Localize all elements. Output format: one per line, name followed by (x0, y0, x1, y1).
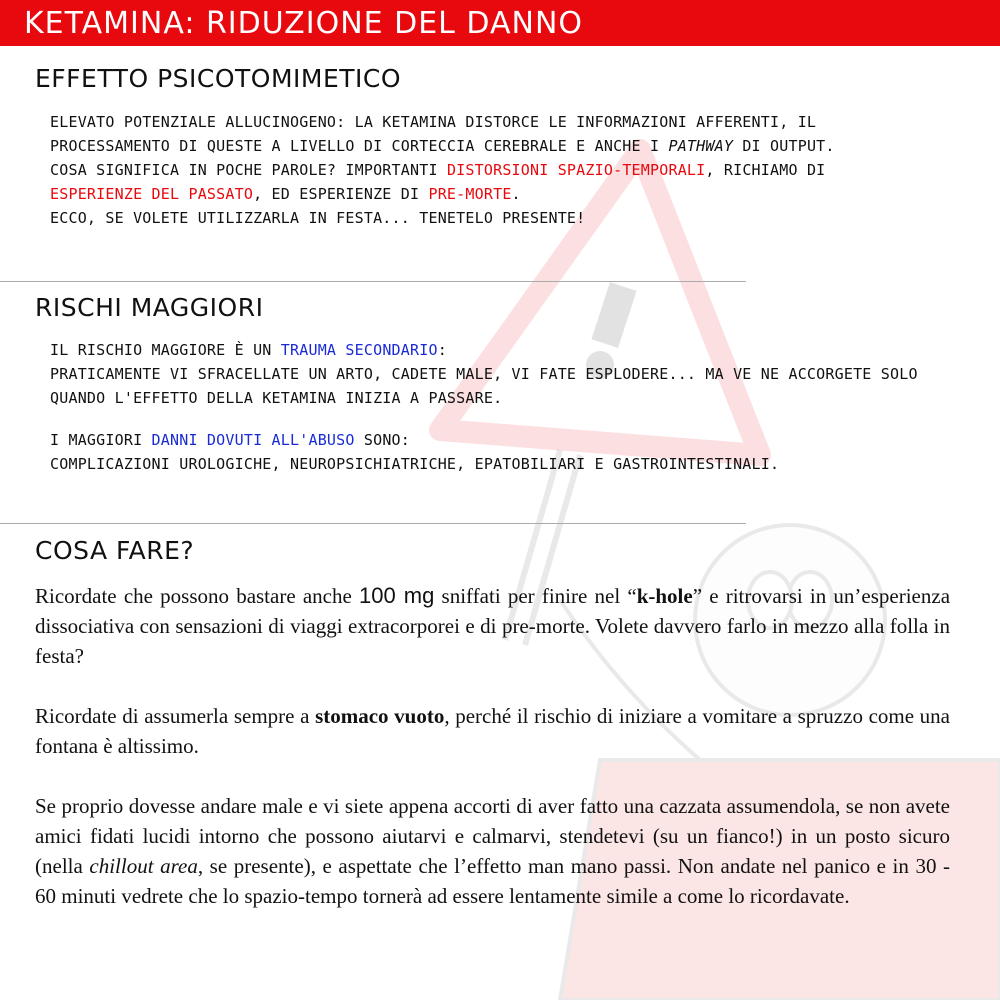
section-heading-cosa-fare: COSA FARE? (35, 536, 195, 565)
section-divider (0, 523, 746, 524)
section-divider (0, 281, 746, 282)
cosa-fare-paragraph-3: Se proprio dovesse andare male e vi siete appena accorti di aver fatto una cazzata assumendola, se non avete amici fidati lucidi intorno che possono aiutarvi e calmarvi, stendetevi (su un fianco!) in un posto sicuro (nella chillout area, se presente), e aspettate che l’effetto man mano passi. Non andate nel panico e in 30 - 60 minuti vedrete che lo spazio-tempo tornerà ad essere lentamente simile a come lo ricordavate. (35, 794, 951, 908)
highlight-trauma-secondario: TRAUMA SECONDARIO (280, 341, 438, 359)
section-heading-effetto: EFFETTO PSICOTOMIMETICO (35, 64, 402, 93)
dose-amount: 100 mg (359, 583, 435, 608)
highlight-esperienze-passato: ESPERIENZE DEL PASSATO (50, 185, 254, 203)
effetto-paragraph-1: ELEVATO POTENZIALE ALLUCINOGENO: LA KETAMINA DISTORCE LE INFORMAZIONI AFFERENTI, IL PROCESSAMENTO DI QUESTE A LIVELLO DI CORTECCIA CEREBRALE E ANCHE I PATHWAY DI OUTPUT. (50, 113, 835, 155)
effetto-paragraph-3: ECCO, SE VOLETE UTILIZZARLA IN FESTA... TENETELO PRESENTE! (50, 209, 586, 227)
rischi-paragraph-3: I MAGGIORI DANNI DOVUTI ALL'ABUSO SONO: (50, 431, 411, 449)
page-title: KETAMINA: RIDUZIONE DEL DANNO (24, 6, 584, 41)
cosa-fare-paragraph-1: Ricordate che possono bastare anche 100 mg sniffati per finire nel “k-hole” e ritrovarsi in un’esperienza dissociativa con sensazioni di viaggi extracorporei e di pre-morte. Volete davvero farlo in mezzo alla folla in festa? (35, 583, 951, 668)
effetto-paragraph-2: COSA SIGNIFICA IN POCHE PAROLE? IMPORTANTI DISTORSIONI SPAZIO-TEMPORALI, RICHIAMO DI ESPERIENZE DEL PASSATO, ED ESPERIENZE DI PRE-MORTE. (50, 161, 826, 203)
spacer (35, 671, 950, 701)
rischi-paragraph-4: COMPLICAZIONI UROLOGICHE, NEUROPSICHIATRICHE, EPATOBILIARI E GASTROINTESTINALI. (50, 455, 780, 473)
stomaco-vuoto-term: stomaco vuoto (315, 704, 445, 728)
section-rischi-body (50, 338, 930, 476)
chillout-area-term: chillout area (89, 854, 198, 878)
rischi-paragraph-1: IL RISCHIO MAGGIORE È UN TRAUMA SECONDARIO: (50, 341, 447, 359)
k-hole-term: k-hole (636, 584, 693, 608)
spacer (35, 761, 950, 791)
highlight-pre-morte: PRE-MORTE (428, 185, 512, 203)
title-banner (0, 0, 1000, 46)
section-cosa-fare-body (35, 581, 950, 911)
cosa-fare-paragraph-2: Ricordate di assumerla sempre a stomaco vuoto, perché il rischio di iniziare a vomitare a spruzzo come una fontana è altissimo. (35, 704, 951, 758)
section-heading-rischi: RISCHI MAGGIORI (35, 293, 264, 322)
highlight-danni-abuso: DANNI DOVUTI ALL'ABUSO (151, 431, 355, 449)
rischi-paragraph-2: PRATICAMENTE VI SFRACELLATE UN ARTO, CADETE MALE, VI FATE ESPLODERE... MA VE NE ACCORGETE SOLO QUANDO L'EFFETTO DELLA KETAMINA INIZIA A PASSARE. (50, 365, 918, 407)
highlight-distorsioni: DISTORSIONI SPAZIO-TEMPORALI (446, 161, 706, 179)
spacer (50, 410, 930, 428)
section-effetto-body (50, 110, 920, 230)
